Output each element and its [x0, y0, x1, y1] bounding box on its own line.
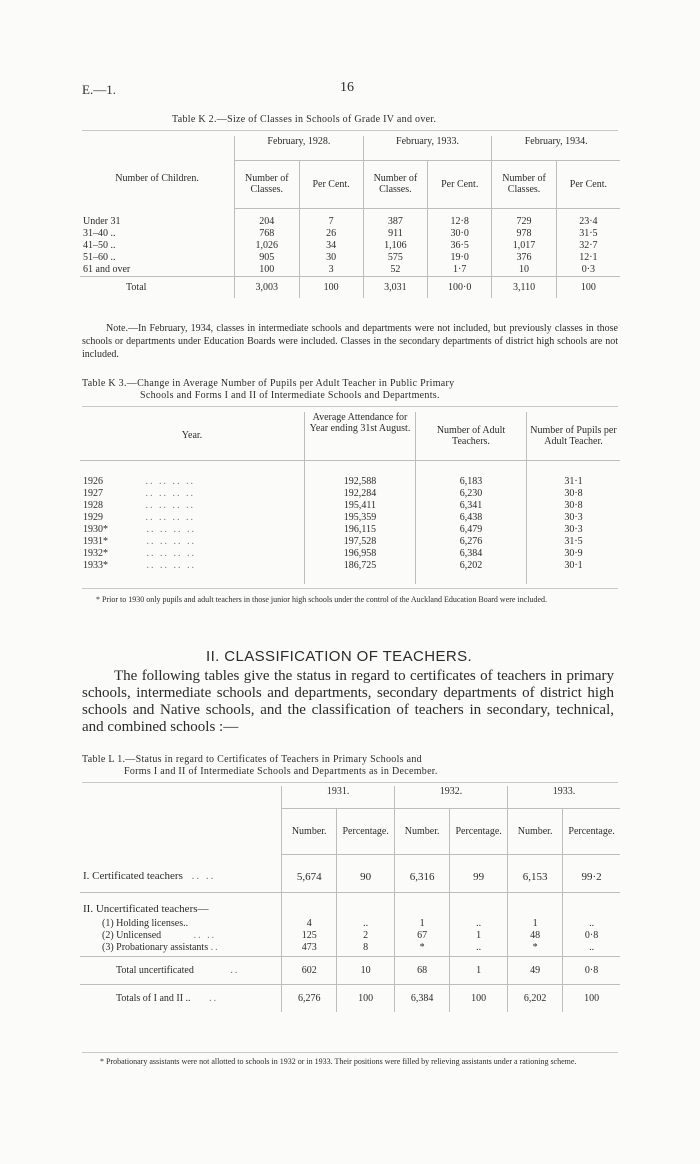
table-l1-footnote: * Probationary assistants were not allotted to schools in 1932 or in 1933. Their positions were filled by relieving assistants under a rationing scheme.: [100, 1057, 577, 1066]
k2-total-cell: 3,031: [363, 276, 427, 298]
table-row: 1926 .. .. .. .. 192,588 6,183 31·1: [80, 476, 620, 488]
l1-cell: ..: [450, 918, 508, 930]
k3-cell: 30·3: [527, 512, 621, 524]
table-row: [80, 918, 620, 930]
k2-cell: 23·4: [556, 216, 620, 228]
k2-sub-percent: Per Cent.: [428, 160, 492, 208]
k3-header-year: Year.: [80, 412, 305, 460]
k3-cell: 192,588: [305, 476, 416, 488]
k2-cell: 19·0: [428, 252, 492, 264]
l1-year-1932: 1932.: [395, 786, 508, 808]
l1-cell: 67: [395, 930, 450, 942]
k2-cell: 387: [363, 216, 427, 228]
table-k2-caption: Table K 2.—Size of Classes in Schools of Grade IV and over.: [172, 114, 437, 125]
k2-cell: 1,017: [492, 240, 556, 252]
k2-cell: 1,026: [235, 240, 299, 252]
l1-row-label: II. Uncertificated teachers—: [80, 892, 282, 918]
l1-row-label: (2) Unlicensed: [102, 930, 162, 941]
page-section-code: E.—1.: [82, 82, 116, 97]
table-k3: [80, 412, 620, 584]
table-k3-bottom-rule: [82, 588, 618, 589]
table-row: [80, 252, 620, 264]
k3-year: 1929: [83, 512, 103, 523]
table-row: I. Certificated teachers .. .. 5,674 90 6,316 99 6,153 99·2: [80, 854, 620, 892]
l1-sub-number: Number.: [282, 808, 337, 854]
table-k3-caption-line2: Schools and Forms I and II of Intermediate Schools and Departments.: [140, 390, 440, 401]
k2-cell: 10: [492, 264, 556, 276]
k3-year: 1931*: [83, 536, 108, 547]
table-row: [80, 892, 620, 918]
k2-group-1934: February, 1934.: [492, 136, 620, 160]
section-heading: II. CLASSIFICATION OF TEACHERS.: [206, 648, 473, 665]
l1-cell: 602: [282, 956, 337, 984]
k2-cell: 30: [299, 252, 363, 264]
k2-sub-classes: Number of Classes.: [363, 160, 427, 208]
k3-cell: 30·8: [527, 500, 621, 512]
table-row: [80, 216, 620, 228]
k3-cell: 195,359: [305, 512, 416, 524]
k3-cell: 30·3: [527, 524, 621, 536]
k3-cell: 31·5: [527, 536, 621, 548]
k2-cell: 100: [235, 264, 299, 276]
k2-cell: 768: [235, 228, 299, 240]
l1-cell: ..: [450, 942, 508, 956]
l1-sub-percentage: Percentage.: [337, 808, 395, 854]
table-k2-top-rule: [82, 130, 618, 131]
k2-group-1928: February, 1928.: [235, 136, 364, 160]
k3-year: 1933*: [83, 560, 108, 571]
l1-cell: 68: [395, 956, 450, 984]
k2-cell: 12·8: [428, 216, 492, 228]
k2-sub-percent: Per Cent.: [556, 160, 620, 208]
l1-row-label: (3) Probationary assistants: [102, 942, 209, 953]
k2-cell: 729: [492, 216, 556, 228]
k2-cell: 978: [492, 228, 556, 240]
k3-cell: 6,276: [416, 536, 527, 548]
k2-total-cell: 3,003: [235, 276, 299, 298]
table-row: [80, 240, 620, 252]
l1-cell: 100: [563, 984, 620, 1012]
k2-cell: 204: [235, 216, 299, 228]
table-row: 1928 .. .. .. .. 195,411 6,341 30·8: [80, 500, 620, 512]
l1-cell: 1: [450, 930, 508, 942]
k2-cell: 12·1: [556, 252, 620, 264]
k2-cell: 34: [299, 240, 363, 252]
l1-row-label: I. Certificated teachers: [83, 870, 183, 882]
k3-cell: 6,183: [416, 476, 527, 488]
l1-cell: 99: [450, 854, 508, 892]
l1-sub-percentage: Percentage.: [563, 808, 620, 854]
k3-cell: 6,202: [416, 560, 527, 572]
l1-cell: 5,674: [282, 854, 337, 892]
l1-cell: 49: [508, 956, 563, 984]
k2-cell: 905: [235, 252, 299, 264]
page-number: 16: [340, 80, 354, 95]
table-k2-note: Note.—In February, 1934, classes in intermediate schools and departments were not included, but previously classes in those schools or departments under Education Boards were included. Classes in the secondary departments of district high schools are not included.: [82, 323, 618, 360]
k2-cell: 1·7: [428, 264, 492, 276]
l1-cell: 1: [508, 918, 563, 930]
table-row: 1929 .. .. .. .. 195,359 6,438 30·3: [80, 512, 620, 524]
k3-header-teachers: Number of Adult Teachers.: [416, 412, 527, 460]
k2-cell: 32·7: [556, 240, 620, 252]
l1-cell: 48: [508, 930, 563, 942]
table-row: 1931* .. .. .. .. 197,528 6,276 31·5: [80, 536, 620, 548]
k2-total-cell: 100·0: [428, 276, 492, 298]
table-row: (3) Probationary assistants .. 473 8 * .. * ..: [80, 942, 620, 956]
k3-cell: 192,284: [305, 488, 416, 500]
table-l1-caption-line1: Table L 1.—Status in regard to Certificates of Teachers in Primary Schools and: [82, 754, 422, 765]
k3-year: 1930*: [83, 524, 108, 535]
k2-cell: 36·5: [428, 240, 492, 252]
table-row: 1932* .. .. .. .. 196,958 6,384 30·9: [80, 548, 620, 560]
k2-row-label: Under 31: [83, 216, 121, 227]
l1-cell: 4: [282, 918, 337, 930]
l1-cell: ..: [337, 918, 395, 930]
k2-total-cell: 100: [299, 276, 363, 298]
k2-cell: 911: [363, 228, 427, 240]
l1-row-label: Totals of I and II ..: [116, 992, 191, 1004]
table-row: Totals of I and II .. .. 6,276 100 6,384 100 6,202 100: [80, 984, 620, 1012]
l1-cell: 6,316: [395, 854, 450, 892]
k3-cell: 31·1: [527, 476, 621, 488]
l1-cell: 6,153: [508, 854, 563, 892]
k3-header-pupils-per-teacher: Number of Pupils per Adult Teacher.: [527, 412, 621, 460]
k3-cell: 30·8: [527, 488, 621, 500]
l1-cell: ..: [563, 942, 620, 956]
k3-cell: 6,384: [416, 548, 527, 560]
section-paragraph: The following tables give the status in regard to certificates of teachers in primary schools, intermediate schools and departments, secondary departments of district high schools and Native schools, and the classification of teachers in secondary, technical, and combined schools :—: [82, 668, 614, 735]
k2-cell: 7: [299, 216, 363, 228]
table-row: Total uncertificated .. 602 10 68 1 49 0·8: [80, 956, 620, 984]
l1-cell: 0·8: [563, 956, 620, 984]
k2-sub-classes: Number of Classes.: [492, 160, 556, 208]
k3-cell: 30·1: [527, 560, 621, 572]
k3-header-attendance: Average Attendance for Year ending 31st August.: [305, 412, 416, 460]
l1-cell: 1: [395, 918, 450, 930]
l1-cell: 473: [282, 942, 337, 956]
k2-cell: 52: [363, 264, 427, 276]
table-row: (2) Unlicensed .. .. 125 2 67 1 48 0·8: [80, 930, 620, 942]
k3-cell: 6,341: [416, 500, 527, 512]
k2-row-header: Number of Children.: [115, 172, 199, 184]
k3-year: 1927: [83, 488, 103, 499]
k2-row-label: 51–60 ..: [83, 252, 116, 263]
l1-cell: *: [508, 942, 563, 956]
table-row: 1930* .. .. .. .. 196,115 6,479 30·3: [80, 524, 620, 536]
table-k3-top-rule: [82, 406, 618, 407]
table-l1-caption-line2: Forms I and II of Intermediate Schools and Departments as in December.: [124, 766, 438, 777]
table-k2: [80, 136, 620, 298]
k2-cell: 1,106: [363, 240, 427, 252]
k3-year: 1928: [83, 500, 103, 511]
k2-row-label: 61 and over: [83, 264, 131, 275]
k2-row-label: 31–40 ..: [83, 228, 116, 239]
l1-cell: 6,276: [282, 984, 337, 1012]
k3-cell: 6,479: [416, 524, 527, 536]
l1-cell: 99·2: [563, 854, 620, 892]
l1-sub-number: Number.: [395, 808, 450, 854]
table-l1: [80, 786, 620, 1012]
k3-cell: 197,528: [305, 536, 416, 548]
k3-cell: 196,958: [305, 548, 416, 560]
k2-sub-classes: Number of Classes.: [235, 160, 299, 208]
k2-cell: 30·0: [428, 228, 492, 240]
table-row: [80, 228, 620, 240]
k2-cell: 26: [299, 228, 363, 240]
k2-cell: 0·3: [556, 264, 620, 276]
k3-cell: 196,115: [305, 524, 416, 536]
table-l1-bottom-rule: [82, 1052, 618, 1053]
k3-cell: 6,438: [416, 512, 527, 524]
table-k3-caption-line1: Table K 3.—Change in Average Number of Pupils per Adult Teacher in Public Primary: [82, 378, 455, 389]
l1-year-1933: 1933.: [508, 786, 621, 808]
table-row: 1927 .. .. .. .. 192,284 6,230 30·8: [80, 488, 620, 500]
k2-total-cell: 100: [556, 276, 620, 298]
l1-cell: *: [395, 942, 450, 956]
l1-cell: 10: [337, 956, 395, 984]
l1-cell: 90: [337, 854, 395, 892]
k2-total-cell: 3,110: [492, 276, 556, 298]
k2-cell: 376: [492, 252, 556, 264]
l1-row-label: (1) Holding licenses..: [102, 918, 189, 929]
l1-cell: 1: [450, 956, 508, 984]
k3-year: 1926: [83, 476, 103, 487]
k2-total-label: Total: [80, 276, 235, 298]
l1-cell: 125: [282, 930, 337, 942]
k2-sub-percent: Per Cent.: [299, 160, 363, 208]
l1-cell: 6,202: [508, 984, 563, 1012]
k3-cell: 195,411: [305, 500, 416, 512]
k2-cell: 31·5: [556, 228, 620, 240]
l1-sub-percentage: Percentage.: [450, 808, 508, 854]
l1-cell: 8: [337, 942, 395, 956]
k2-row-label: 41–50 ..: [83, 240, 116, 251]
k3-cell: 6,230: [416, 488, 527, 500]
l1-cell: ..: [563, 918, 620, 930]
k3-year: 1932*: [83, 548, 108, 559]
table-row: [80, 276, 620, 298]
l1-year-1931: 1931.: [282, 786, 395, 808]
l1-row-label: Total uncertificated: [116, 964, 194, 976]
k2-cell: 575: [363, 252, 427, 264]
l1-cell: 100: [450, 984, 508, 1012]
k3-cell: 30·9: [527, 548, 621, 560]
l1-cell: 2: [337, 930, 395, 942]
table-row: [80, 264, 620, 276]
table-k3-footnote: * Prior to 1930 only pupils and adult teachers in those junior high schools under the control of the Auckland Education Board were included.: [96, 595, 548, 604]
table-l1-top-rule: [82, 782, 618, 783]
table-row: 1933* .. .. .. .. 186,725 6,202 30·1: [80, 560, 620, 572]
l1-cell: 6,384: [395, 984, 450, 1012]
l1-cell: 0·8: [563, 930, 620, 942]
k2-group-1933: February, 1933.: [363, 136, 492, 160]
l1-sub-number: Number.: [508, 808, 563, 854]
k2-cell: 3: [299, 264, 363, 276]
k3-cell: 186,725: [305, 560, 416, 572]
l1-cell: 100: [337, 984, 395, 1012]
